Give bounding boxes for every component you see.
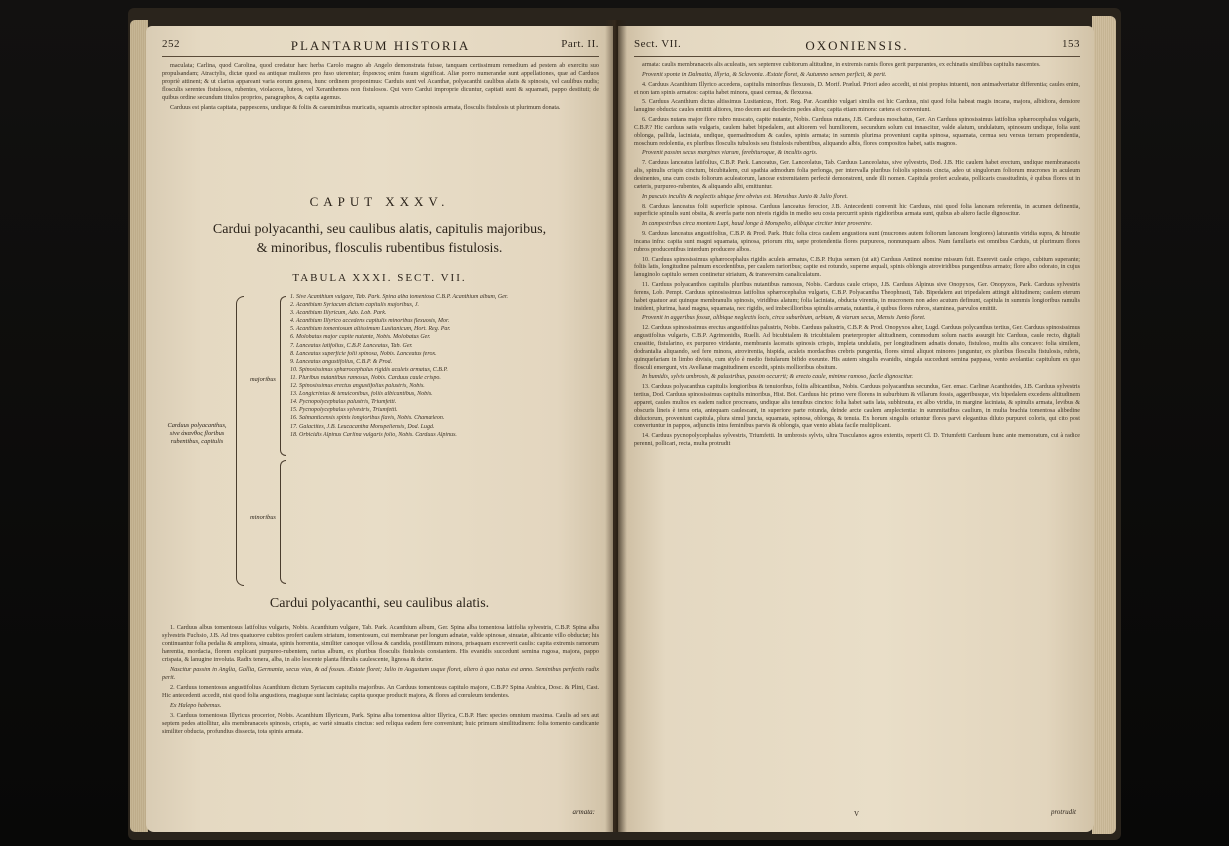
species-entry: 13. Longicrinius & tenuiconibus, foliis albicantibus, Nobis. <box>290 391 433 398</box>
body-paragraph: Provenit passim secus margines viarum, ferebituroque, & incultis agris. <box>642 150 818 157</box>
species-entry: 11. Pluribus nutantibus ramosus, Nobis. Carduus caule crispo. <box>290 374 441 381</box>
body-paragraph: 12. Carduus spinosissimus erectus angustifolius palustris, Nobis. Carduus palustris, C.B.P. & Prod. Onopyxos alter, Lugd. Carduus polycanthus tertius, Ger. Carduus spinosissimus angustifolius vulgaris, C.B.P. Agrimonidis, Ruelli. Ad bicubitalem & tricubitalem præterpropter altitudinem, commodum solum nactis assurgit hic Carduus, caule recto, digitali crassitie, fistularino, ex purpureo viridante, membranis laceratis spinosis crispis, impleta undulatis, per longitudinem adnatis donato, fistuloso, multis alis concavo: folia similem, dodrantalia aliquando, sed fere minora, atrovirentia, hispida, aculeis mordacibus crebris pungentia, flores simul aliquot minores junguntur, ex pluribus flosculis fistulosis, rubris, quinquefariam in limbo divisis, cum stylo è medio fistularum bifido exeunte. His autem singulis evanidis, singula succedunt semina pappasa, vento avolantia: capitulum ex quo flosculi emergunt, vix Avellanæ magnitudinem excedit, spinis mollioribus obsitum. <box>634 325 1080 371</box>
body-paragraph: 9. Carduus lanceatus angustifolius, C.B.P. & Prod. Park. Huic folia circa caulem angustiora sunt (mucrones autem foliorum lanceam longiores) laturantis viridia supra, & hirsutie incana infra: capita sunt magni squamata, spinosa, priorum ritu, sæpe protendentia flores purpureos, nonnunquam albos. Nam familiaris est omnibus Carduis, ut plurimum flores rubros producentibus interdum producere albos. <box>634 231 1080 253</box>
species-entry: 15. Pycnopolycephalus sylvestris, Triumfetti. <box>290 407 398 414</box>
left-page <box>146 26 613 832</box>
body-paragraph: 5. Carduus Acanthium dictus altissimus Lusitanicus, Hort. Reg. Par. Acanthio vulgari similis est hic Carduus, nisi quod folia habeat magis incana, majora, albidiora, densiore lanugine obducta: caules emittit altiores, imo decem aut duodecim pedes altos; capita etiam minora: cætera ei conveniunt. <box>634 99 1080 114</box>
table-brace-label: Carduus polyacanthus, sive ἀκανθος floribus rubentibus, capitulis <box>167 422 227 445</box>
species-entry: 14. Pycnopolycephalus palustris, Triumfetti. <box>290 399 397 406</box>
right-page-number: 153 <box>1062 38 1080 50</box>
body-paragraph: 13. Carduus polyacanthus capitulis longioribus & tenuioribus, foliis albicantibus, Nobis. Carduus polyacanthus secundus, Ger. emac. Carlinæ Acanthoides, J.B. Carduus sylvestris tertius, Dod. Carduus spinosissimus capitulis minoribus, Hist. Bot. Carduus hic primo vere florens in suburbium & villarum fossis, aggeribusque, vix bipedalem excedens altitudinem apparet, caules multos ex eadem radice procreans, undique alis tenuibus cinctos: folia habet satis lata, subhirsuta, ex albo viridia, in margine laciniata, & spinulis armata, levibus & obscuris lineis è terra orta, antequam caulescant, in superiore parte rotunda, deinde arcte caulem amplectentia: in summitatibus caulium, in multa brachia tomentosa alibedine diductorum, proveniunt capitula, plura simul juncta, squamata, spinosa, oblonga, & tenuia. Ex horum singulis oriuntur flores parvi elegantius diluto purpurei coloris, qui cito post convertuntur in pappos, adjunctis intra feminibus parvis & oblongis, quæ vento ablata facile multiplicant. <box>634 384 1080 430</box>
species-list <box>290 294 601 440</box>
left-intro-text <box>162 62 599 114</box>
species-entry: 8. Lanceatus superficie folii spinosa, Nobis. Lanceatus ferox. <box>290 350 437 357</box>
left-running-head <box>162 38 599 54</box>
left-catchword: armata: <box>572 808 595 816</box>
body-paragraph: In humidis, sylvis umbrosis, & palustribus, passim occurrit; & erecto caule, minime ramoso, facile dignoscitur. <box>642 374 914 381</box>
left-head-rule <box>162 56 599 57</box>
body-paragraph: 14. Carduus pycnopolycephalus sylvestris, Triumfetti. In umbrosis sylvis, ultra Tusculanos agros extentis, reperit Cl. D. Triumfetti Carduum hunc ante memoratum, cui à radice perenni, pollicari, recta, multa protrudit <box>634 433 1080 448</box>
body-paragraph: In pascuis incultis & neglectis ubique fere obvius est. Mensibus Junio & Julio floret. <box>642 193 848 200</box>
body-paragraph: Provenit sponte in Dalmatia, Illyria, & Sclavonia. Æstate floret, & Autumno semen perficit, & perit. <box>642 71 887 78</box>
outer-brace <box>236 296 244 586</box>
species-entry: 1. Sive Acanthium vulgare, Tab. Park. Spina alba tomentosa C.B.P. Acanthium album, Ger. <box>290 294 509 300</box>
right-body-text <box>634 62 1080 451</box>
species-entry: 10. Spinosissimus sphærocephalus rigidis aculeis armatus, C.B.P. <box>290 366 448 373</box>
body-paragraph: armata: caulis membranaceis alis aculeatis, sex septemve cubitorum altitudine, in extremis ramis flores gerit purpurantes, ex echinatis similibus capitulis nascentes. <box>642 62 1041 68</box>
body-paragraph: 8. Carduus lanceatus folii superficie spinosa. Carduus lanceatus ferocior, J.B. Antecedenti convenit hic Carduus, nisi quod folia lanceam referentia, in acumen definentia, superficie spinulis sunt obsita, & averfa parte non niveis rigidis in medio seu costa percurrit spinis rigidioribus armata sunt, quibus ab altero facile dignoscitur. <box>634 203 1080 218</box>
body-paragraph: 7. Carduus lanceatus latifolius, C.B.P. Park. Lanceatus, Ger. Lanceolatus, Tab. Carduus Lanceolatus, sive sylvestris, Dod. J.B. Hic caulem habet erectum, undique membranaceis alis, spinulis crispis cinctum, bicubitalem, cui spathia admodum folia perlonga, per intervalla pluribus foliolis spinosis cincta, adeo ut singulorum foliorum mucrones in aculeum desinentes, una cum costis foliorum aculeatorum, lanceæ extremitatem perfectè demonstrent, unde illi nomen. Capitula profert aculeata, pollicaris crassitudinis, è quibus flores ut in cæteris, purpureo-rubentes, & aliquando albi, emittuntur. <box>634 160 1080 190</box>
intro-paragraph: Carduus est planta capitata, pappescens, undique & foliis & caeuminibus muricatis, squamis atrociter spinosis armata, flosculis fistulosis ut plurimum donata. <box>170 104 561 111</box>
species-entry: 18. Orbicidis Alpinus Carlina vulgaris folio, Nobis. Carduus Alpinus. <box>290 431 457 438</box>
right-page-edges <box>1092 16 1116 834</box>
body-paragraph: Provenit in aggeribus fossæ, alibique neglectis locis, circa suburbium, urbium, & viarum secus, Mensis Junio floret. <box>642 315 926 322</box>
major-brace <box>280 296 286 456</box>
classification-table <box>162 292 601 586</box>
body-paragraph: 3. Carduus tomentosus Illyricus procerior, Nobis. Acanthium Illyricum, Park. Spina alba tomentosa altior Illyrica, C.B.P. Hæc species omnium maxima. Caulis ad sex aut septem pedes attollitur, alis membranaceis spinosis, crispis, ac variè sinuatis cinctus: sed reliqua eadem fere conveniunt; huic primum similitudinem: folia tomento candicante similiter obducta, profundius dissecta, tota spinis armata. <box>162 712 599 735</box>
chapter-subtitle-2: & minoribus, flosculis rubentibus fistulosis. <box>256 241 503 256</box>
right-section-label: Sect. VII. <box>634 38 682 50</box>
body-paragraph: 4. Carduus Acanthium Illyrico accedens, capitulis minoribus flexuosis, D. Morif. Prælud. Priori adeo accedit, ut nisi propius intuenti, non animadvertatur differentia; caules enim, et non tam spinis armatos: capita habet minora, quasi cernua, & flexuosa. <box>634 81 1080 96</box>
body-paragraph: 6. Carduus nutans major flore rubro muscato, capite nutante, Nobis. Carduus nutans, J.B. Carduus moschatus, Ger. An Carduus spinosissimus latifolius sphærocephalus vulgaris, C.B.P.? Hic carduus satis vulgaris, caulem habet bipedalem, aut altiorem vel humiliorem, secundum solum cui innascitur, valde alatum, undulatum, spinosum undique, folia sunt oblonga, pallida, laciniata, undique, quemadmodum & caules, spinis armata; in summis plurima proveniunt capita spinosa, squamata, cernua seu versus terram propendentia, moschum redolentia, ex pluribus flosculis tubulosis seu fistulosis rubentibus, aliquando albis, flores compositos habet, satis magnos. <box>634 117 1080 147</box>
species-entry: 7. Lanceatus latifolius, C.B.P. Lanceatus, Tab. Ger. <box>290 342 413 349</box>
species-entry: 9. Lanceatus angustifolius, C.B.P. & Prod. <box>290 358 393 365</box>
right-catchword: protrudit <box>1050 808 1076 816</box>
subsection-heading: Cardui polyacanthi, seu caulibus alatis. <box>269 596 490 611</box>
body-paragraph: Nascitur passim in Anglia, Gallia, Germania, secus vias, & ad fossas. Æstate floret; Julio in Augustum usque floret, altero à quo natus est anno. Seminibus perfectis radix perit. <box>162 666 599 681</box>
species-entry: 6. Molobatus major capite nutante, Nobis. Molobatus Ger. <box>290 334 431 341</box>
body-paragraph: 1. Carduus albus tomentosus latifolius vulgaris, Nobis. Acanthium vulgare, Tab. Park. Acanthium album, Ger. Spina alba tomentosa latifolia sylvestris, C.B.P. Spina alba sylvestris Fuchsio, J.B. Ad tres quatuorve cubitos profert caulem striatum, tomentosum, cui membranæ per longum adnatæ, valde spinosæ, sinuatæ, albicante villo obductæ; his continuantur folia pedalia & ampliora, sinuata, spinis horrentia, similiter canoque villosa & candida, postillimum minora, prisaquam excreverit caulis: capita extremis ramorum hærentia, mordacia, florem explicant purpureo-rubentem, rarius album, ex pluribus flosculis fistulosis constantem. His evanidis succedunt semina rugosa, majora, pappo crispata, & lanugine involuta. Radix tenera, alba, in alio lescente planta fibrulis caulescente, lignosa & durior. <box>162 624 599 663</box>
body-paragraph: 2. Carduus tomentosus angustifolius Acanthium dictum Syriacum capitulis majoribus. An Carduus tomentosus capitulo majore, C.B.P? Spina Arabica, Dosc. & Plini, Cast. Hic antecedenti accedit, nisi quod folia angustiora, magisque sunt laciniata; capita quoque producit majora, & flores ad cœruleum tendentes. <box>162 684 599 699</box>
species-entry: 4. Acanthium Illyrico accedens capitulis minoribus flexuosis, Mor. <box>290 318 450 325</box>
left-part-label: Part. II. <box>561 38 599 50</box>
minor-brace <box>280 460 286 584</box>
species-entry: 17. Galactites, J.B. Leucacantha Monspeliensis, Dod. Lugd. <box>290 423 435 430</box>
right-running-title: OXONIENSIS. <box>805 38 909 53</box>
intro-paragraph: maculata; Carlina, quod Carolina, quod credatur hæc herba Carolo magno ab Angelo demonstrata fuisse, tanquam certissimum remedium ad pestem ab exercitu suo propulsandam; Atractylis, dictæ quod ea antiquæ mulieres pro fuso uterentur; ἄτρακτος enim fusum significat. Aliæ porro numerandæ sunt appellationes, quæ ad Carduos propriè attinent; & ut clarius appareant varia eorum genera, hunc ordinem proponimus: Carduis sunt vel Acanthæ, polyacanthi caulibus alatis & spinosis, vel caulibus nudis; flosculis serentes fistulosos, rubentes, violaceos, luteos, vel Xeranthemos non fistulosos. Qui vero Cardui improprie dicuntur, capitati sunt & squamati, pappo destituti; de quibus ordine secundum titulos proprios, paragraphos, & capita agemus. <box>162 62 599 101</box>
body-paragraph: 10. Carduus spinosissimus sphærocephalus rigidis aculeis armatus, C.B.P. Hujus semen (ut ait) Carduus Antinoi nomine missum fuit. Exerevit caule crispo, cubitum superante; foliis latis, longitudine palmum excedentibus, per caulem rarioribus; capite est rotundo, superne æquali, spinis oblongis atroviridibus pungentibus armato; flore albo odorato, in cujus lanuginolo capitulo semen continetur striatum, & transversim canaliculatum. <box>634 256 1080 279</box>
right-head-rule <box>634 56 1080 57</box>
species-entry: 5. Acanthium tomentosum altissimum Lusitanicum, Hort. Reg. Par. <box>290 326 451 333</box>
body-paragraph: In campestribus circa montem Lupi, haud longe à Monspelio, alibique circiter inter provenire. <box>642 221 873 228</box>
group-label-minor: minoribus <box>250 514 276 521</box>
chapter-title: CAPUT XXXV. <box>309 194 450 209</box>
species-entry: 2. Acanthium Syriacum dictum capitulis majoribus, J. <box>290 302 420 309</box>
body-paragraph: Ex Halepo habemus. <box>170 702 222 709</box>
right-running-head <box>634 38 1080 54</box>
species-entry: 16. Salmanticensis spinis longioribus flavis, Nobis. Chamæleon. <box>290 415 445 422</box>
species-entry: 3. Acanthium Illyricum, Ado. Lob. Park. <box>290 310 387 317</box>
group-label-major: majoribus <box>250 376 276 383</box>
left-body-text <box>162 624 599 738</box>
book-gutter <box>605 20 627 832</box>
species-entry: 12. Spinosissimus erectus angustifolius palustris, Nobis. <box>290 383 425 390</box>
chapter-subtitle-1: Cardui polyacanthi, seu caulibus alatis, capitulis majoribus, <box>212 222 547 237</box>
left-page-number: 252 <box>162 38 180 50</box>
body-paragraph: 11. Carduus polyacanthos capitulis pluribus nutantibus ramosus, Nobis. Carduus caule crispo, J.B. Carduus Alpinus sive Onopyxos, Ger. Onopyxos, Park. Carduus sylvestris ferens, Lob. Pempt. Carduus spinosissimus latifolius sphærocephalus vulgaris, C.B.P. Polyacantha Theophrasti, Tab. Bipedalem aut tripedalem attingit altitudinem; caulem eterum habet quatuor aut quinque membranulis spinosis, viridibus alatum; folia laciniata, obducta virentia, in mucronem non adeo acutum definunt, capitula in summis longioribus ramulis insident, plurima, haud magna, squamata, nec rigidis, sed imbecillioribus spinulis armata, nutantia, è quibus flores rubros, staminea, parvulos emittit. <box>634 282 1080 312</box>
table-heading: TABULA XXXI. SECT. VII. <box>292 272 467 284</box>
signature-mark: V <box>854 810 860 818</box>
left-running-title: PLANTARUM HISTORIA <box>290 38 471 53</box>
right-page <box>618 26 1094 832</box>
